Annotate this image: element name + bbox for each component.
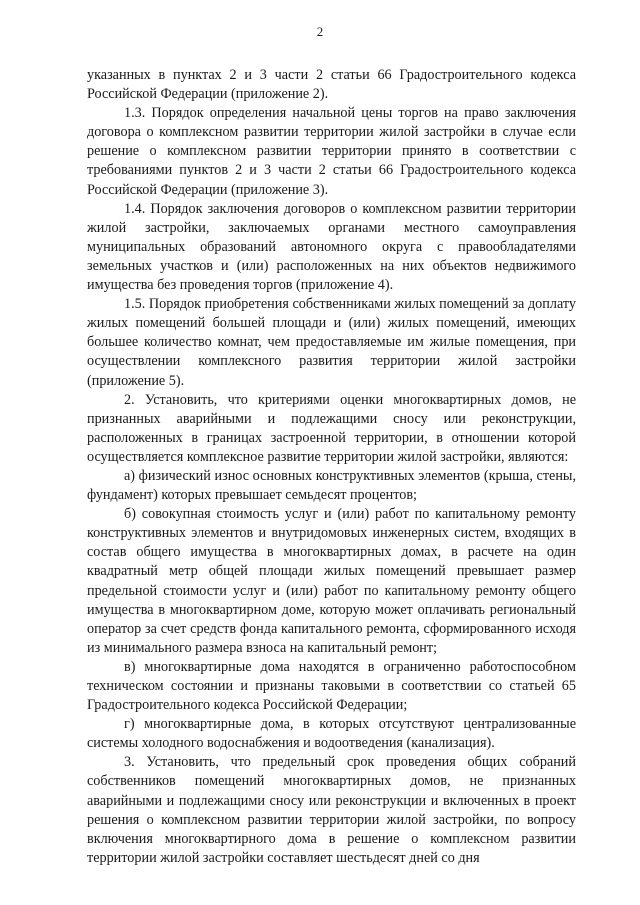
page-number: 2 xyxy=(316,24,324,39)
document-body xyxy=(87,66,576,868)
paragraph-item-2: 2. Установить, что критериями оценки многоквартирных домов, не признанных аварийными и подлежащими сносу или реконструкции, расположенных в границах застроенной территории, в отношении которой осуществляется комплексное развитие территории жилой застройки, являются: xyxy=(87,391,576,465)
paragraph-item-3: 3. Установить, что предельный срок проведения общих собраний собственников помещений многоквартирных домов, не признанных аварийными и подлежащими сносу или реконструкции и включенных в проект решения о комплексном развитии территории жилой застройки, по вопросу включения многоквартирного дома в решение о комплексном развитии территории жилой застройки составляет шестьдесят дней со дня xyxy=(87,754,576,866)
paragraph-item-1-3: 1.3. Порядок определения начальной цены торгов на право заключения договора о комплексном развитии территории жилой застройки в случае если решение о комплексном развитии территории принято в соответствии с требованиями пунктов 2 и 3 части 2 статьи 66 Градостроительного кодекса Российской Федерации (приложение 3). xyxy=(87,105,576,198)
paragraph-continuation-1-2: указанных в пунктах 2 и 3 части 2 статьи 66 Градостроительного кодекса Российской Федерации (приложение 2). xyxy=(87,67,576,103)
paragraph-item-2-g: г) многоквартирные дома, в которых отсутствуют централизованные системы холодного водоснабжения и водоотведения (канализация). xyxy=(87,716,576,752)
paragraph-item-2-a: а) физический износ основных конструктивных элементов (крыша, стены, фундамент) которых превышает семьдесят процентов; xyxy=(87,467,576,504)
paragraph-item-2-v: в) многоквартирные дома находятся в ограниченно работоспособном техническом состоянии и признаны таковыми в соответствии со статьей 65 Градостроительного кодекса Российской Федерации; xyxy=(87,658,576,714)
paragraph-item-1-5: 1.5. Порядок приобретения собственниками жилых помещений за доплату жилых помещений большей площади и (или) жилых помещений, имеющих большее количество комнат, чем предоставляемые им жилые помещения, при осуществлении комплексного развития территории жилой застройки (приложение 5). xyxy=(87,296,576,389)
paragraph-item-1-4: 1.4. Порядок заключения договоров о комплексном развитии территории жилой застройки, заключаемых органами местного самоуправления муниципальных образований автономного округа с правообладателями земельных участков и (или) расположенных на них объектов недвижимого имущества без проведения торгов (приложение 4). xyxy=(87,200,576,294)
paragraph-item-2-b: б) совокупная стоимость услуг и (или) работ по капитальному ремонту конструктивных элементов и внутридомовых инженерных систем, входящих в состав общего имущества в многоквартирных домах, в расчете на один квадратный метр общей площади жилых помещений превышает размер предельной стоимости услуг и (или) работ по капитальному ремонту общего имущества в многоквартирном доме, которую может оплачивать региональный оператор за счет средств фонда капитального ремонта, сформированного исходя из минимального размера взноса на капитальный ремонт; xyxy=(87,506,576,656)
